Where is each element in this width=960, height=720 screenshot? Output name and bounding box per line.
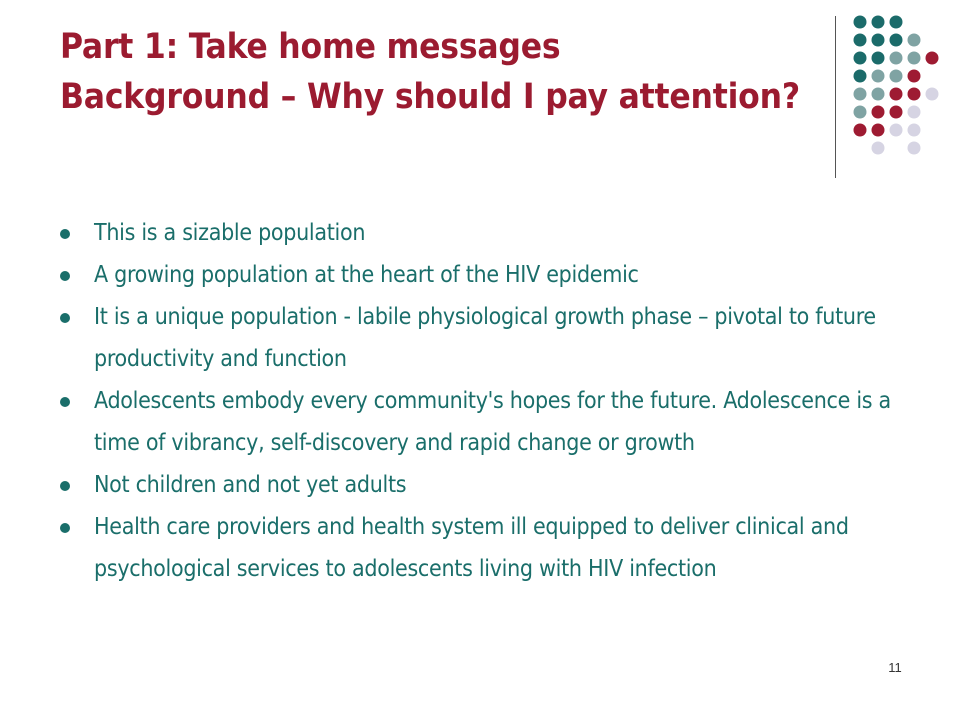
decor-dot: [854, 88, 867, 101]
decor-dot: [872, 34, 885, 47]
decor-dot: [872, 124, 885, 137]
decor-dot: [908, 106, 921, 119]
decor-dot: [908, 34, 921, 47]
bullet-icon: [60, 229, 70, 239]
bullet-list: [60, 212, 895, 590]
decor-dot: [872, 142, 885, 155]
bullet-text: It is a unique population - labile physiological growth phase – pivotal to future productivity and function: [94, 304, 876, 372]
decor-dot: [854, 124, 867, 137]
decor-dot: [854, 70, 867, 83]
decor-dot: [908, 88, 921, 101]
decor-dot: [854, 34, 867, 47]
decor-dot: [872, 106, 885, 119]
bullet-icon: [60, 271, 70, 281]
decor-dot: [908, 142, 921, 155]
bullet-text: A growing population at the heart of the HIV epidemic: [94, 262, 639, 288]
title-line-2: Background – Why should I pay attention?: [60, 77, 800, 117]
decor-dot: [890, 88, 903, 101]
decor-dot: [872, 16, 885, 29]
decor-dot: [854, 106, 867, 119]
decor-dot: [926, 52, 939, 65]
bullet-text: Adolescents embody every community's hopes for the future. Adolescence is a time of vibrancy, self-discovery and rapid change or growth: [94, 388, 891, 456]
bullet-icon: [60, 313, 70, 323]
bullet-text: This is a sizable population: [94, 220, 366, 246]
list-item: [60, 254, 895, 296]
decor-dot: [890, 124, 903, 137]
decor-dot: [890, 34, 903, 47]
decor-dot: [872, 52, 885, 65]
bullet-text: Health care providers and health system ill equipped to deliver clinical and psychological services to adolescents living with HIV infection: [94, 514, 849, 582]
decor-dot: [908, 124, 921, 137]
decor-dot: [926, 88, 939, 101]
decorative-dot-grid: [0, 0, 960, 200]
decor-dot: [908, 52, 921, 65]
decor-dot: [890, 106, 903, 119]
decor-dot: [890, 52, 903, 65]
decor-dot: [854, 16, 867, 29]
page-number: 11: [888, 660, 902, 675]
decor-dot: [890, 70, 903, 83]
list-item: [60, 212, 895, 254]
decor-dot: [854, 52, 867, 65]
decor-dot: [872, 88, 885, 101]
decor-dot: [872, 70, 885, 83]
decor-dot: [890, 16, 903, 29]
bullet-icon: [60, 397, 70, 407]
bullet-icon: [60, 481, 70, 491]
list-item: [60, 296, 895, 380]
list-item: [60, 464, 895, 506]
decor-dot: [908, 70, 921, 83]
list-item: [60, 380, 895, 464]
bullet-text: Not children and not yet adults: [94, 472, 407, 498]
bullet-icon: [60, 523, 70, 533]
list-item: [60, 506, 895, 590]
title-line-1: Part 1: Take home messages: [60, 27, 561, 67]
